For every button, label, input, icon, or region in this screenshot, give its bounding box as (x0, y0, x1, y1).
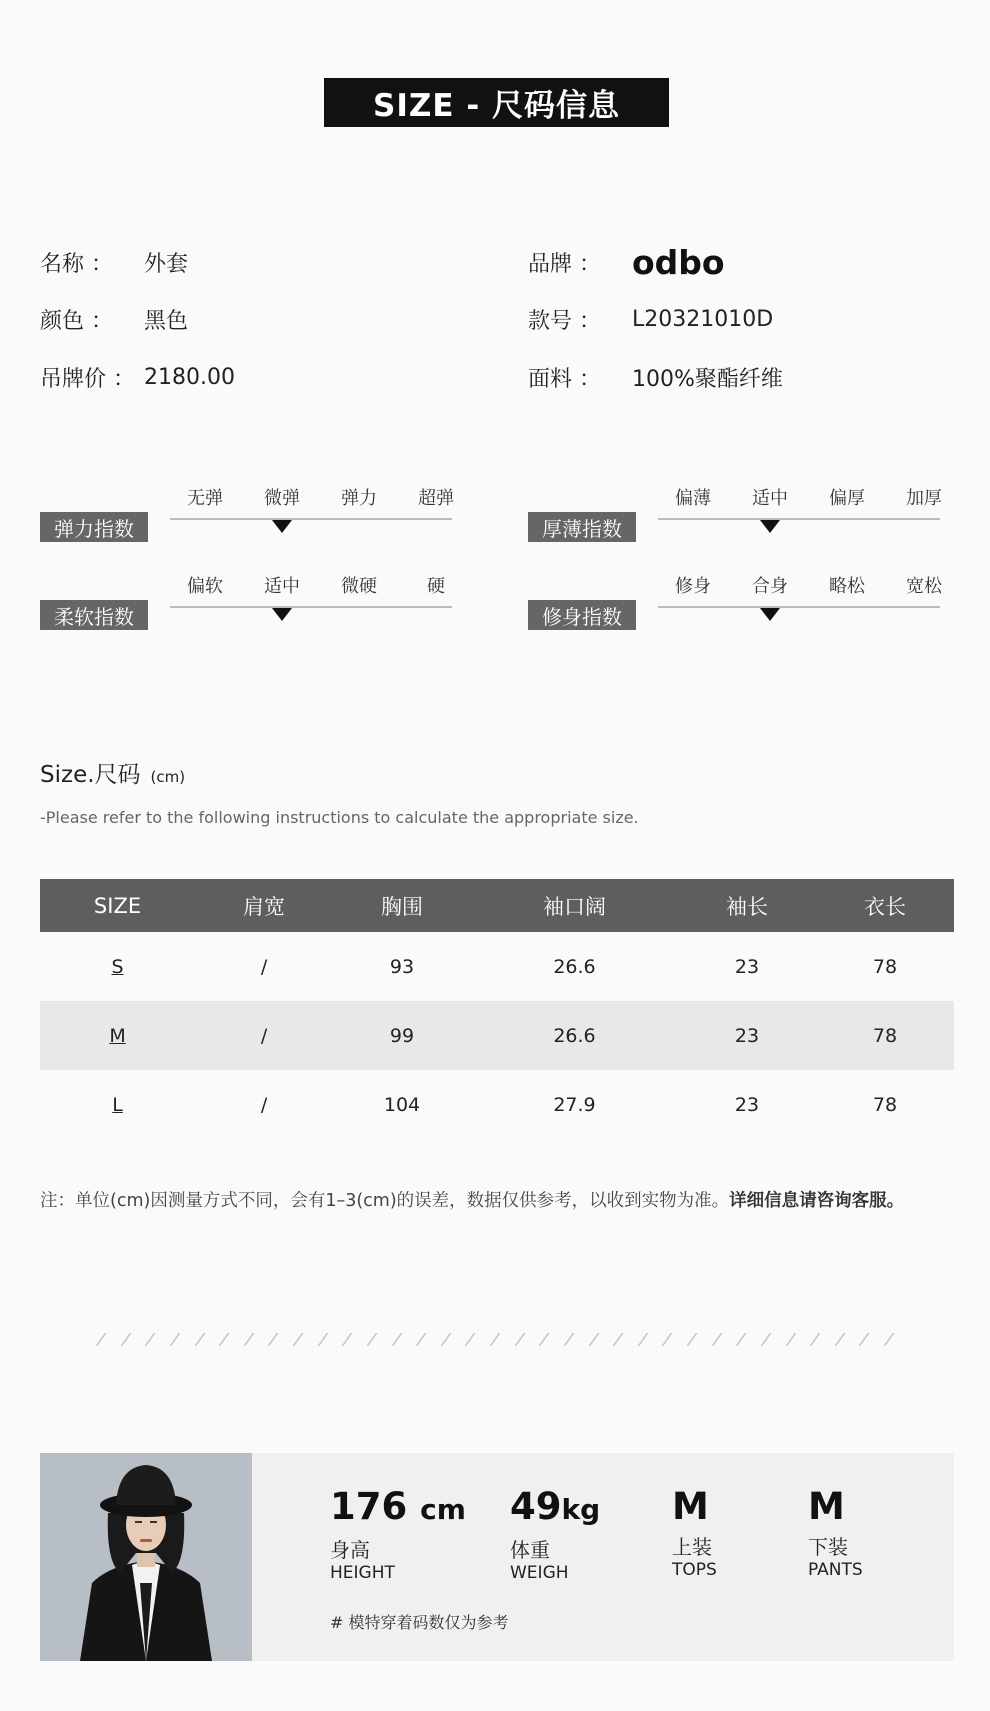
table-cell: / (260, 1093, 268, 1116)
table-cell: / (260, 955, 268, 978)
info-brand-label: 品牌 ： (528, 251, 601, 277)
divider-slash (194, 1333, 205, 1346)
size-chart-table (40, 879, 954, 1139)
divider-slash (810, 1333, 821, 1346)
table-cell: / (195, 1001, 333, 1070)
divider-slash (366, 1333, 377, 1346)
divider-slash (145, 1333, 156, 1346)
info-price-label: 吊牌价 ： (40, 366, 135, 392)
scale-option: 适中 (752, 488, 788, 509)
weight-label-cn: 体重 (510, 1538, 550, 1562)
scale-marker-icon (272, 608, 292, 621)
scale-marker-icon (272, 520, 292, 533)
model-info-card (40, 1453, 954, 1661)
pants-label-en: PANTS (808, 1560, 863, 1580)
size-heading-unit: (cm) (150, 768, 186, 786)
disclaimer-text: 注：单位(cm)因测量方式不同，会有1–3(cm)的误差，数据仅供参考，以收到实物为准。 (40, 1191, 730, 1211)
scale-label: 修身指数 (528, 600, 636, 630)
height-value: 176 (330, 1485, 408, 1528)
table-cell: 78 (872, 955, 898, 978)
divider-slash (416, 1333, 427, 1346)
info-price-value: 2180.00 (144, 364, 235, 390)
scale-option: 偏薄 (675, 488, 711, 509)
info-fabric (528, 360, 783, 394)
table-cell: 23 (734, 955, 760, 978)
scale-label: 柔软指数 (40, 600, 148, 630)
table-cell-size: M (40, 1001, 195, 1070)
table-header-row (40, 879, 954, 932)
info-color-value: 黑色 (144, 308, 189, 334)
divider-slash (736, 1333, 747, 1346)
divider-slash (342, 1333, 353, 1346)
model-tops-size (672, 1487, 717, 1580)
scale-option: 修身 (675, 576, 711, 597)
model-size-note: # 模特穿着码数仅为参考 (330, 1613, 509, 1632)
table-row (40, 932, 954, 1001)
height-unit: cm (420, 1493, 466, 1526)
scale-label: 厚薄指数 (528, 512, 636, 542)
scale-track (658, 606, 940, 608)
scale-option: 宽松 (906, 576, 942, 597)
pants-label-cn: 下装 (808, 1535, 848, 1559)
table-header-cell: 袖口阔 (471, 879, 678, 932)
info-fabric-value: 100%聚酯纤维 (632, 366, 783, 392)
scale-track (658, 518, 940, 520)
table-header-cell: 衣长 (816, 879, 954, 932)
weight-label-en: WEIGH (510, 1563, 569, 1583)
divider-slash (292, 1333, 303, 1346)
divider-slash (859, 1333, 870, 1346)
table-cell: 23 (734, 1093, 760, 1116)
weight-value: 49 (510, 1485, 562, 1528)
model-photo (40, 1453, 252, 1661)
height-label-cn: 身高 (330, 1538, 370, 1562)
divider-slash (834, 1333, 845, 1346)
info-color-label: 颜色 ： (40, 308, 113, 334)
info-brand (528, 242, 725, 282)
table-cell: 99 (333, 1001, 471, 1070)
divider-slash (391, 1333, 402, 1346)
model-illustration (40, 1453, 252, 1661)
info-name (40, 245, 188, 279)
divider-slash (317, 1333, 328, 1346)
info-name-value: 外套 (144, 251, 189, 277)
divider-slash (637, 1333, 648, 1346)
table-cell: 26.6 (471, 1001, 678, 1070)
size-heading (40, 756, 185, 789)
divider-slash (785, 1333, 796, 1346)
scale-track (170, 606, 452, 608)
divider-slash (95, 1333, 106, 1346)
divider-slash (243, 1333, 254, 1346)
model-height (330, 1487, 466, 1583)
scale-label: 弹力指数 (40, 512, 148, 542)
table-header-cell: 胸围 (333, 879, 471, 932)
divider-slash (514, 1333, 525, 1346)
divider-slash (662, 1333, 673, 1346)
size-heading-text: Size.尺码 (40, 762, 141, 788)
table-header-cell: 肩宽 (195, 879, 333, 932)
scale-marker-icon (760, 608, 780, 621)
scale-option: 略松 (829, 576, 865, 597)
scale-option: 加厚 (906, 488, 942, 509)
info-style (528, 302, 773, 336)
divider-slash (120, 1333, 131, 1346)
divider-slash (711, 1333, 722, 1346)
table-cell: 26.6 (553, 955, 596, 978)
tops-label-en: TOPS (672, 1560, 717, 1580)
divider-slash (686, 1333, 697, 1346)
scale-option: 偏厚 (829, 488, 865, 509)
table-cell: 78 (816, 1001, 954, 1070)
divider-slash (268, 1333, 279, 1346)
table-cell: 78 (872, 1093, 898, 1116)
info-fabric-label: 面料 ： (528, 366, 601, 392)
info-price (40, 360, 235, 394)
table-cell: 23 (678, 1001, 816, 1070)
scale-option: 适中 (264, 576, 300, 597)
divider-slash (883, 1333, 894, 1346)
scale-option: 无弹 (187, 488, 223, 509)
divider-slash (613, 1333, 624, 1346)
info-name-label: 名称 ： (40, 251, 113, 277)
scale-option: 弹力 (341, 488, 377, 509)
table-cell-size: S (111, 955, 124, 978)
scale-track (170, 518, 452, 520)
scale-marker-icon (760, 520, 780, 533)
brand-logo: odbo (632, 242, 725, 282)
size-instructions: -Please refer to the following instructions to calculate the appropriate size. (40, 808, 639, 827)
table-cell-size: L (112, 1093, 123, 1116)
section-title-banner: SIZE - 尺码信息 (324, 78, 669, 127)
scale-option: 偏软 (187, 576, 223, 597)
model-pants-size (808, 1487, 863, 1580)
divider-slash (489, 1333, 500, 1346)
table-row (40, 1070, 954, 1139)
pants-value: M (808, 1485, 845, 1528)
table-cell: 104 (383, 1093, 421, 1116)
info-style-value: L20321010D (632, 306, 774, 332)
divider-slash (563, 1333, 574, 1346)
scale-option: 微弹 (264, 488, 300, 509)
divider-slash (440, 1333, 451, 1346)
measurement-disclaimer (40, 1187, 904, 1212)
divider-slash (588, 1333, 599, 1346)
height-label-en: HEIGHT (330, 1563, 395, 1583)
disclaimer-contact: 详细信息请咨询客服。 (729, 1191, 905, 1211)
table-row (40, 1001, 954, 1070)
scale-option: 超弹 (418, 488, 454, 509)
divider-slash (760, 1333, 771, 1346)
tops-value: M (672, 1485, 709, 1528)
table-cell: 93 (389, 955, 415, 978)
divider-slash (219, 1333, 230, 1346)
table-header-cell: SIZE (40, 879, 195, 932)
divider-slash (539, 1333, 550, 1346)
weight-unit: kg (561, 1493, 601, 1526)
info-style-label: 款号 ： (528, 308, 601, 334)
dashed-divider (100, 1333, 890, 1345)
table-header-cell: 袖长 (678, 879, 816, 932)
scale-option: 微硬 (341, 576, 377, 597)
model-weight (510, 1487, 600, 1583)
table-cell: 27.9 (553, 1093, 596, 1116)
tops-label-cn: 上装 (672, 1535, 712, 1559)
divider-slash (169, 1333, 180, 1346)
info-color (40, 302, 188, 336)
scale-option: 硬 (427, 576, 445, 597)
scale-option: 合身 (752, 576, 788, 597)
divider-slash (465, 1333, 476, 1346)
